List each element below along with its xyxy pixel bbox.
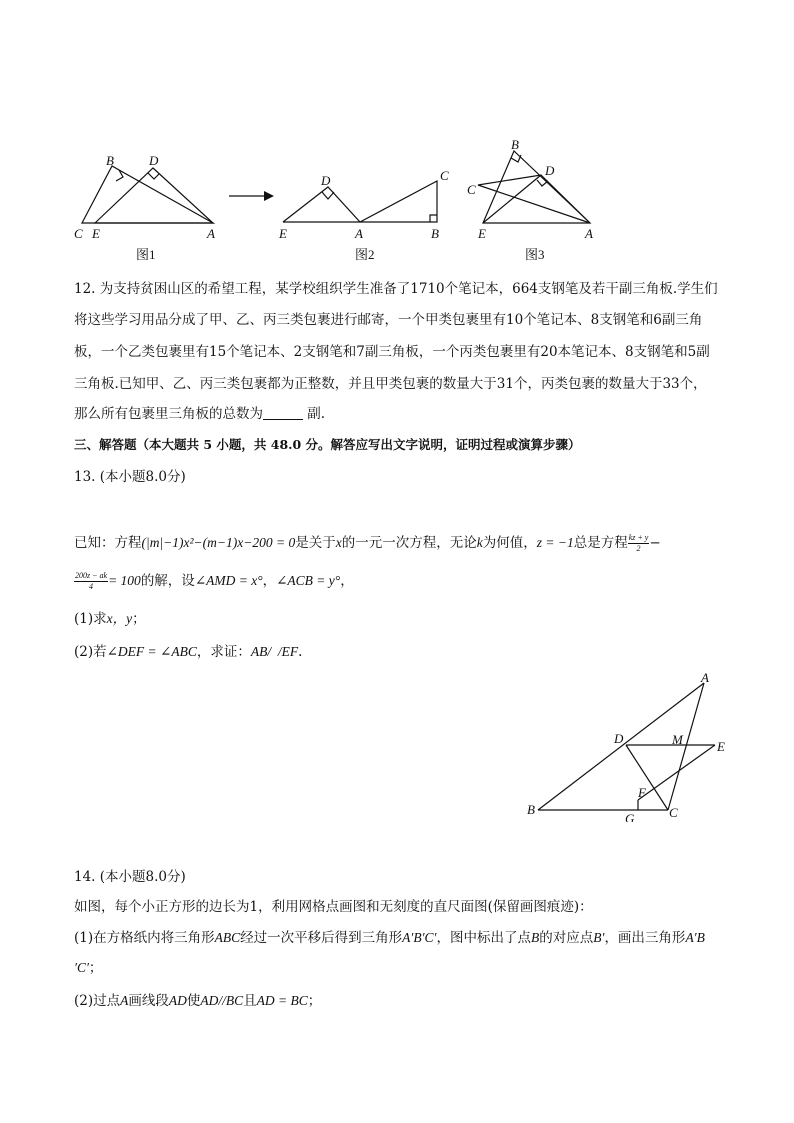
q14-part1-text-2: 经过一次平移后得到三角形 [240, 930, 403, 946]
q14-triangle-prime-3: ′C′ [74, 960, 89, 975]
q13-text-7: ， [340, 573, 354, 589]
q13-equation-2: z = −1 [536, 535, 574, 550]
q14-condition-parallel: AD//BC [200, 993, 244, 1008]
q13-part2-goal: AB/ /EF [250, 644, 299, 659]
fig3-caption: 图3 [525, 247, 545, 262]
q14-condition-equal: AD = BC [256, 993, 308, 1008]
q13-part2 [74, 642, 302, 662]
fig1-right-angle-d [148, 173, 159, 179]
q14-part1-text-1: (1)在方格纸内将三角形 [74, 930, 215, 946]
q13-header: 13. (本小题8.0分) [74, 469, 186, 485]
fig3-triangle-eba [483, 151, 590, 223]
q13-text-1: 已知：方程 [74, 535, 142, 551]
fig1-triangle-cba [82, 166, 213, 223]
q13-label-g: G [625, 811, 635, 822]
fig2-right-angle-d [322, 192, 334, 199]
q12-answer-blank [263, 406, 303, 420]
q14-part1-text-5: ，画出三角形 [604, 930, 686, 946]
q14-triangle-prime-2: A′B [685, 930, 705, 945]
fig2-label-c: C [440, 168, 449, 183]
fig3-label-a: A [585, 226, 593, 241]
q13-minus: − [649, 535, 661, 551]
q12-line5-text: 那么所有包裹里三角板的总数为 [74, 406, 263, 422]
q14-triangle-abc: ABC [214, 930, 241, 945]
q13-part2-text: (2)若 [74, 644, 107, 660]
fig1-label-c: C [74, 226, 83, 241]
q13-part2-prove: ，求证： [196, 644, 251, 660]
q13-label-c: C [669, 805, 678, 820]
q13-line-ef [638, 745, 715, 800]
q14-part2-text-4: 且 [243, 993, 257, 1009]
fig2-caption: 图2 [355, 247, 375, 262]
q13-part1 [74, 609, 146, 629]
q13-text-3: 的一元一次方程，无论 [341, 535, 477, 551]
q13-line1 [74, 533, 661, 554]
q13-label-b: B [527, 802, 535, 817]
q14-triangle-prime: A′B′C′ [402, 930, 437, 945]
q13-part1-text: (1)求 [74, 611, 107, 627]
q13-label-m: M [672, 732, 683, 747]
q13-part2-end: . [298, 644, 303, 660]
fig3-line-ed [483, 175, 541, 223]
q13-label-a: A [701, 672, 709, 685]
fig2-label-d: D [321, 173, 331, 188]
q12-line1: 12. 为支持贫困山区的希望工程，某学校组织学生准备了1710个笔记本，664支钢笔及若干副三角板.学生们 [74, 281, 718, 297]
fig3-label-b: B [511, 137, 519, 152]
top-figures [0, 0, 794, 270]
q14-point-a: A [120, 993, 129, 1008]
fig1-triangle-eda [95, 168, 213, 223]
q13-label-d: D [614, 731, 624, 746]
q14-part1-text-3: ，图中标出了点 [436, 930, 531, 946]
q14-header: 14. (本小题8.0分) [74, 869, 186, 885]
arrow-head [264, 191, 274, 201]
q13-line2 [74, 571, 354, 592]
q12-line2: 将这些学习用品分成了甲、乙、丙三类包裹进行邮寄，一个甲类包裹里有10个笔记本、8支钢笔和6副三角 [74, 312, 703, 328]
q13-angle-acb: ∠ACB = y° [276, 573, 341, 588]
fig3-label-d: D [545, 163, 555, 178]
q14-segment-ad: AD [168, 993, 187, 1008]
q12-line3: 板，一个乙类包裹里有15个笔记本、2支钢笔和7副三角板，一个丙类包裹里有20本笔记本、8支钢笔和5副 [74, 344, 710, 360]
section3-title: 三、解答题（本大题共 5 小题，共 48.0 分。解答应写出文字说明，证明过程或演算步骤） [74, 437, 581, 452]
fig2-label-e: E [279, 226, 287, 241]
fig2-label-a: A [355, 226, 363, 241]
q13-fraction-1 [628, 533, 650, 554]
fig2-label-b: B [431, 226, 439, 241]
q13-part1-vars: x，y [106, 611, 133, 626]
q14-part2-text-3: 使 [186, 993, 201, 1009]
q13-part1-end: ； [132, 611, 146, 627]
q12-line4: 三角板.已知甲、乙、丙三类包裹都为正整数，并且甲类包裹的数量大于31个，丙类包裹的数量大于33个， [74, 376, 707, 392]
q13-text-2: 是关于 [295, 535, 336, 551]
q13-fraction-2-num: 200z − ak [75, 571, 108, 580]
q14-part2-text-2: 画线段 [128, 993, 169, 1009]
fig3-label-e: E [478, 226, 486, 241]
q13-part2-condition: ∠DEF = ∠ABC [106, 644, 197, 659]
q14-part1-end: ； [88, 960, 103, 976]
fig1-label-a: A [207, 226, 215, 241]
q14-point-b-prime: B′ [593, 930, 605, 945]
q14-line1: 如图，每个小正方形的边长为1，利用网格点画图和无刻度的直尺面图(保留画图痕迹)： [74, 899, 593, 915]
fig3-label-c: C [467, 182, 476, 197]
q13-label-e: E [717, 739, 725, 754]
q13-var-k: k [476, 535, 483, 550]
q13-text-5: 总是方程 [573, 535, 628, 551]
q14-part1-cont [74, 958, 102, 978]
fig1-label-e: E [92, 226, 100, 241]
q13-fraction-1-den: 2 [636, 544, 641, 553]
q13-fraction-1-num: kz + y [628, 533, 649, 542]
q13-text-4: 为何值， [482, 535, 537, 551]
fig3-triangle-cda [478, 175, 590, 223]
q13-comma: ， [262, 573, 277, 589]
q12-line5-unit: 副. [307, 406, 326, 422]
fig1-label-d: D [149, 153, 159, 168]
q14-point-b: B [530, 930, 540, 945]
fig2-figure [283, 181, 437, 222]
q14-part1-text-4: 的对应点 [539, 930, 594, 946]
q13-equation-1: (|m|−1)x²−(m−1)x−200 = 0 [141, 535, 296, 550]
q14-part1 [74, 928, 705, 948]
q13-label-f: F [638, 785, 646, 800]
q13-equals-100: = 100 [108, 573, 141, 588]
q14-part2-end: ； [307, 993, 322, 1009]
q13-fraction-2 [74, 571, 108, 592]
q13-angle-amd: ∠AMD = x° [194, 573, 263, 588]
fig2-right-angle-b [430, 215, 437, 222]
fig1-label-b: B [106, 153, 114, 168]
q14-part2-text-1: (2)过点 [74, 993, 121, 1009]
q13-fraction-2-den: 4 [89, 582, 94, 591]
q13-text-6: 的解，设 [140, 573, 195, 589]
q13-line-dc [626, 745, 668, 810]
q14-part2 [74, 991, 321, 1011]
q12-line5 [74, 404, 325, 424]
fig1-caption: 图1 [136, 247, 156, 262]
q13-var-x: x [335, 535, 342, 550]
q13-figure [520, 672, 760, 822]
